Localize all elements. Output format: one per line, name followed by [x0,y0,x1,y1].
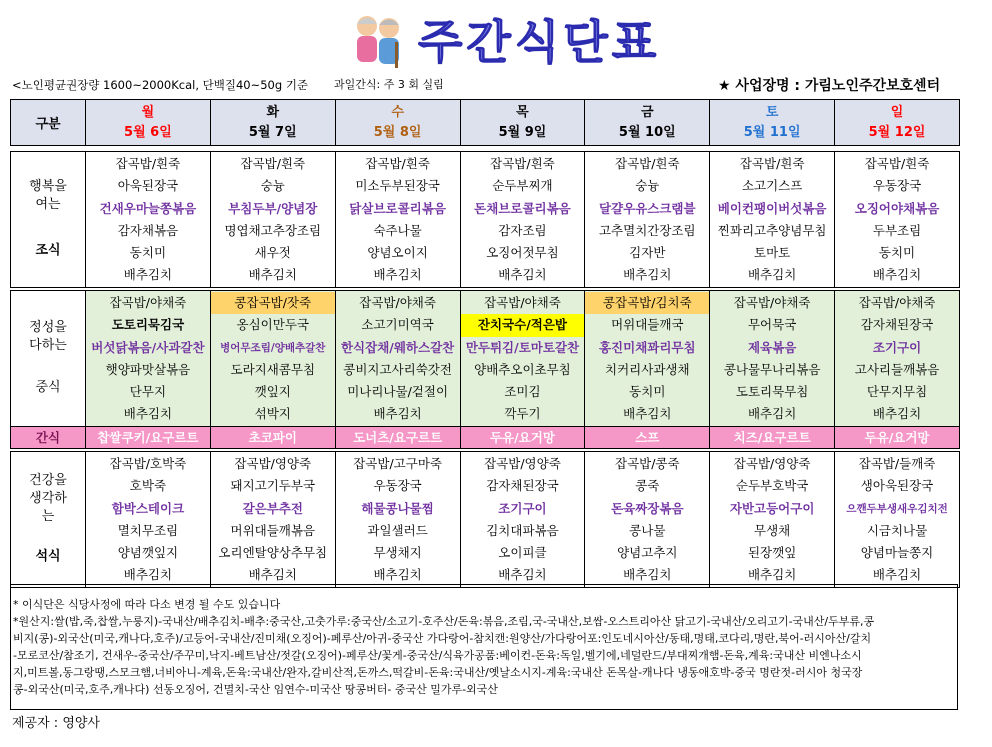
dinner-menu-item: 오리엔탈양상추무침 [218,545,328,561]
lunch-day-cell [210,291,335,427]
lunch-menu-item: 잡곡밥/야채죽 [733,295,811,310]
lunch-menu-item: 치커리사과생채 [605,361,690,377]
breakfast-day-cell [335,152,460,288]
lunch-menu-item: 한식잡채/웨하스갈찬 [340,339,455,355]
breakfast-menu-item: 건새우마늘쫑볶음 [99,200,197,216]
breakfast-menu-item: 배추김치 [623,267,672,283]
dinner-day-cell [460,452,585,588]
lunch-menu-item: 병어무조림/양배추갈찬 [220,341,326,354]
lunch-menu-item: 감자채된장국 [860,317,934,333]
day-header: 금 5월 10일 [585,100,710,146]
breakfast-menu-item: 잡곡밥/흰죽 [864,156,930,171]
lunch-menu-item: 햇양파맛살볶음 [105,361,191,377]
breakfast-menu-item: 배추김치 [248,267,297,283]
lunch-menu-item: 동치미 [629,384,666,400]
lunch-menu-item: 콩잡곡밥/잣죽 [211,292,335,314]
breakfast-menu-item: 베이컨팽이버섯볶음 [717,200,827,216]
lunch-menu-item: 소고기미역국 [361,317,434,333]
lunch-menu-item: 무어묵국 [747,317,797,333]
snack-cell: 초코파이 [210,426,335,448]
breakfast-menu-item: 두부조림 [872,222,922,238]
dinner-menu-item: 양념고추지 [617,545,678,561]
breakfast-menu-item: 숙주나물 [373,222,422,238]
lunch-menu-item: 고사리들깨볶음 [854,361,940,377]
dinner-menu-item: 잡곡밥/영양죽 [234,456,312,471]
dinner-menu-item: 과일샐러드 [367,522,428,538]
fruit-snack-note: 과일간식: 주 3 회 실림 [334,78,444,91]
lunch-menu-item: 도라지새콤무침 [230,361,316,377]
snack-cell: 치즈/요구르트 [710,426,835,448]
dinner-menu-item: 생아욱된장국 [860,478,934,494]
lunch-menu-item: 만두튀김/토마토갈찬 [465,339,580,355]
dinner-menu-item: 오이피클 [498,545,547,561]
snack-cell: 도너츠/요구르트 [335,426,460,448]
lunch-menu-item: 도토리묵무침 [735,384,809,400]
lunch-menu-item: 섞박지 [254,406,291,422]
dinner-day-cell [710,452,835,588]
lunch-day-cell [835,291,960,427]
dinner-menu-item: 갈은부추전 [242,500,303,516]
lunch-menu-item: 조기구이 [872,339,922,355]
category-label: 구분 [11,100,86,146]
lunch-label: 정성을 다하는 중식 [11,291,86,427]
breakfast-menu-item: 토마토 [754,245,791,261]
dinner-menu-item: 배추김치 [872,567,922,583]
dinner-menu-item: 된장깻잎 [747,545,797,561]
page-title: 주간식단표 [418,15,661,69]
lunch-menu-item: 콩비지고사리쑥갓전 [343,361,452,377]
breakfast-menu-item: 미소두부된장국 [355,178,440,194]
breakfast-menu-item: 우동장국 [872,178,922,194]
dinner-menu-item: 자반고등어구이 [729,500,815,516]
dinner-menu-item: 잡곡밥/콩죽 [615,456,680,471]
dinner-menu-item: 잡곡밥/고구마죽 [353,456,442,471]
dinner-menu-item: 배추김치 [248,567,297,583]
lunch-menu-item: 배추김치 [623,406,672,422]
lunch-day-cell [86,291,211,427]
dinner-day-cell [585,452,710,588]
dinner-menu-item: 콩나물 [629,522,666,538]
breakfast-day-cell [460,152,585,288]
lunch-menu-item: 조미김 [504,384,541,400]
dinner-menu-item: 양념깻잎지 [117,545,179,561]
dinner-menu-item: 무생채지 [373,545,422,561]
lunch-day-cell [335,291,460,427]
breakfast-menu-item: 배추김치 [872,267,922,283]
dinner-day-cell [335,452,460,588]
dinner-menu-item: 조기구이 [498,500,547,516]
day-header: 일 5월 12일 [835,100,960,146]
breakfast-menu-item: 김자반 [629,245,666,261]
lunch-menu-item: 단무지 [129,384,167,400]
origin-notes [10,584,958,710]
notes-line: 비지(콩)-외국산(미국,캐나다,호주)/고등어-국내산/진미채(오징어)-페루산/아귀-중국산 가다랑어-참치캔:원양산/가다랑어포:인도네시아산/동태,명태,코다리,명란,북어-러시아산/갈치 [13,632,872,645]
breakfast-menu-item: 양념오이지 [367,245,428,261]
breakfast-menu-item: 달걀우유스크램블 [598,200,696,216]
lunch-menu-item: 배추김치 [747,406,797,422]
dinner-menu-item: 순두부호박국 [735,478,809,494]
snack-cell: 두유/요거망 [460,426,585,448]
dinner-day-cell [835,452,960,588]
lunch-menu-item: 홍진미채꽈리무침 [598,339,696,355]
lunch-menu-item: 콩잡곡밥/김치죽 [585,292,709,314]
lunch-menu-item: 잡곡밥/야채죽 [359,295,436,310]
dinner-menu-item: 함박스테이크 [111,500,185,516]
dinner-menu-item: 배추김치 [498,567,547,583]
breakfast-menu-item: 오징어젓무침 [486,245,559,261]
dinner-menu-item: 무생채 [754,522,791,538]
snack-cell: 찹쌀쿠키/요구르트 [86,426,211,448]
breakfast-day-cell [86,152,211,288]
breakfast-menu-item: 잡곡밥/흰죽 [615,156,680,171]
dinner-menu-item: 배추김치 [123,567,173,583]
breakfast-menu-item: 명엽채고추장조림 [224,222,322,238]
dinner-menu-item: 잡곡밥/호박죽 [109,456,187,471]
notes-line: -모로코산/참조기, 건새우-중국산/주꾸미,낙지-베트남산/젓갈(오징어)-페루산/꽃게-중국산/식육가공품:베이컨-돈육:독일,벨기에,네덜란드/부대찌개햄-돈육,계육:국내산 비엔나소시 [13,649,862,662]
breakfast-menu-item: 아욱된장국 [117,178,179,194]
lunch-menu-item: 양배추오이초무침 [474,361,571,377]
breakfast-menu-item: 찐꽈리고추양념무침 [717,222,827,238]
dinner-menu-item: 돈육짜장볶음 [611,500,684,516]
breakfast-table [10,151,960,288]
lunch-table [10,290,960,449]
dinner-menu-item: 콩죽 [635,478,660,494]
dinner-menu-item: 잡곡밥/영양죽 [484,456,561,471]
notes-line: 콩-외국산(미국,호주,캐나다) 선동오징어, 건멸치-국산 임연수-미국산 땅콩버터- 중국산 밀가루-외국산 [13,683,498,696]
breakfast-day-cell [210,152,335,288]
dinner-menu-item: 돼지고기두부국 [230,478,316,494]
breakfast-menu-item: 잡곡밥/흰죽 [739,156,805,171]
breakfast-menu-item: 동치미 [878,245,916,261]
lunch-day-cell [585,291,710,427]
dinner-menu-item: 해물콩나물찜 [361,500,434,516]
dinner-menu-item: 우동장국 [373,478,422,494]
dinner-menu-item: 배추김치 [373,567,422,583]
day-header: 목 5월 9일 [460,100,585,146]
breakfast-menu-item: 새우젓 [254,245,291,261]
day-header: 화 5월 7일 [210,100,335,146]
lunch-menu-item: 옹심이만두국 [236,317,309,333]
breakfast-menu-item: 소고기스프 [741,178,803,194]
lunch-menu-item: 깍두기 [504,406,541,422]
dinner-menu-item: 김치대파볶음 [486,522,559,538]
breakfast-menu-item: 숭늉 [260,178,285,194]
day-header-row [10,99,960,146]
elderly-couple-icon [345,8,409,72]
breakfast-label: 행복을 여는 조식 [11,152,86,288]
breakfast-menu-item: 닭살브로콜리볶음 [349,200,446,216]
notes-line: * 이식단은 식당사정에 따라 다소 변경 될 수도 있습니다 [13,598,281,611]
breakfast-menu-item: 숭늉 [635,178,660,194]
lunch-menu-item: 잔치국수/적은밥 [461,314,585,336]
breakfast-menu-item: 고추멸치간장조림 [598,222,696,238]
lunch-menu-item: 배추김치 [123,406,173,422]
breakfast-menu-item: 감자조림 [498,222,547,238]
breakfast-menu-item: 잡곡밥/흰죽 [365,156,430,171]
lunch-menu-item: 제육볶음 [747,339,797,355]
lunch-menu-item: 잡곡밥/야채죽 [109,295,187,310]
dinner-menu-item: 멸치무조림 [117,522,179,538]
snack-cell: 두유/요거망 [835,426,960,448]
dinner-day-cell [86,452,211,588]
lunch-menu-item: 콩나물무나리볶음 [723,361,821,377]
lunch-day-cell [710,291,835,427]
breakfast-menu-item: 배추김치 [747,267,797,283]
snack-row [11,426,960,448]
breakfast-menu-item: 잡곡밥/흰죽 [490,156,555,171]
lunch-menu-item: 깻잎지 [254,384,291,400]
breakfast-day-cell [585,152,710,288]
dinner-menu-item: 으깬두부생새우김치전 [846,502,948,515]
lunch-day-cell [460,291,585,427]
dinner-menu-item: 배추김치 [623,567,672,583]
dinner-menu-item: 감자채된장국 [486,478,559,494]
breakfast-menu-item: 배추김치 [123,267,173,283]
dinner-day-cell [210,452,335,588]
dinner-menu-item: 잡곡밥/영양죽 [733,456,811,471]
dinner-table [10,451,960,588]
breakfast-menu-item: 돈채브로콜리볶음 [474,200,571,216]
day-header: 수 5월 8일 [335,100,460,146]
snack-cell: 스프 [585,426,710,448]
lunch-menu-item: 머위대들깨국 [611,317,684,333]
breakfast-menu-item: 배추김치 [373,267,422,283]
notes-line: 지,미트볼,동그랑땡,스모크햄,너비아니-계육,돈육:국내산/완자,갈비산적,돈까스,떡갈비-돈육:국내산/옛날소시지-계육:국내산 돈목살-캐나다 냉동애호박-중국 명란젓-러시아 청국장 [13,666,863,679]
breakfast-day-cell [710,152,835,288]
lunch-menu-item: 배추김치 [872,406,922,422]
lunch-menu-item: 배추김치 [373,406,422,422]
lunch-menu-item: 잡곡밥/야채죽 [484,295,561,310]
nutrition-subtitle: <노인평균권장량 1600~2000Kcal, 단백질40~50g 기준 [12,78,309,92]
breakfast-day-cell [835,152,960,288]
dinner-menu-item: 잡곡밥/들깨죽 [858,456,936,471]
breakfast-menu-item: 배추김치 [498,267,547,283]
lunch-menu-item: 잡곡밥/야채죽 [858,295,936,310]
dinner-label: 건강을 생각하는 석식 [11,452,86,588]
breakfast-menu-item: 잡곡밥/흰죽 [115,156,181,171]
business-name: ★ 사업장명 : 가림노인주간보호센터 [718,78,941,94]
dinner-menu-item: 양념마늘쫑지 [860,545,934,561]
lunch-menu-item: 미나리나물/겉절이 [347,384,449,400]
dinner-menu-item: 호박죽 [129,478,167,494]
lunch-menu-item: 단무지무침 [866,384,928,400]
dinner-menu-item: 머위대들깨볶음 [230,522,316,538]
notes-line: *원산지:쌀(밥,죽,찹쌀,누룽지)-국내산/배추김치-배추:중국산,고춧가루:중국산/소고기-호주산/돈육:볶음,조림,국-국내산,보쌈-오스트리아산 닭고기-국내산/오리고기-국내산/두부류,콩 [13,615,875,628]
breakfast-menu-item: 부침두부/양념장 [228,200,318,216]
dinner-menu-item: 시금치나물 [866,522,928,538]
dinner-menu-item: 배추김치 [747,567,797,583]
lunch-menu-item: 도토리묵김국 [111,317,185,333]
lunch-menu-item: 버섯닭볶음/사과갈찬 [91,339,205,355]
snack-label: 간식 [11,426,86,448]
provider-label: 제공자 : 영양사 [12,716,100,731]
breakfast-menu-item: 오징어야채볶음 [854,200,940,216]
breakfast-menu-item: 동치미 [129,245,167,261]
breakfast-menu-item: 감자채볶음 [117,222,179,238]
day-header: 토 5월 11일 [710,100,835,146]
breakfast-menu-item: 순두부찌개 [492,178,553,194]
breakfast-menu-item: 잡곡밥/흰죽 [240,156,306,171]
day-header: 월 5월 6일 [86,100,211,146]
